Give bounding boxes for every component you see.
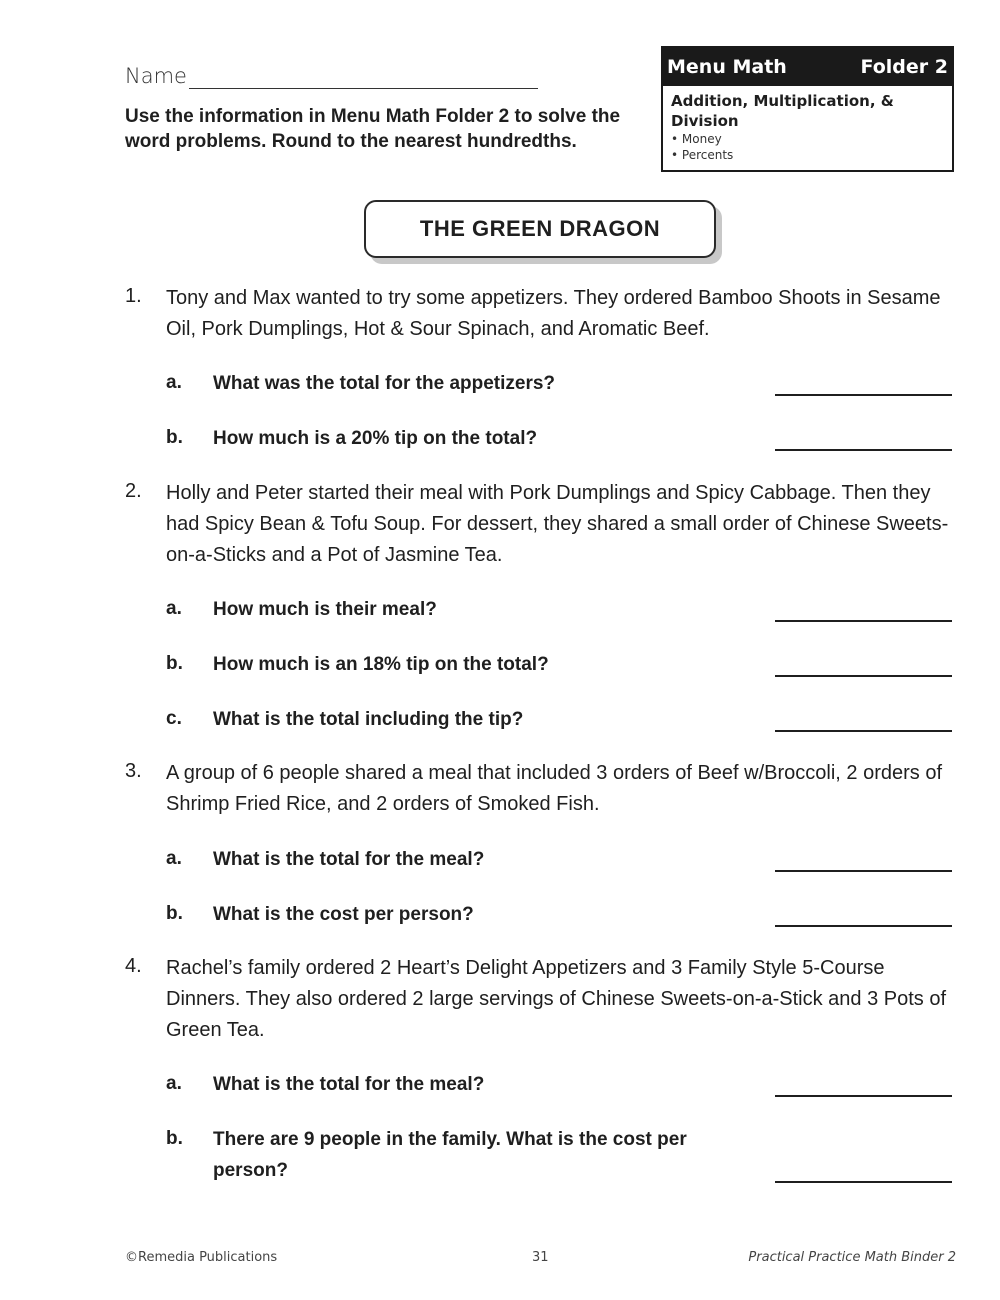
name-label-row [125,64,187,89]
answer-field[interactable] [775,1095,952,1097]
problem-number: 1. [125,285,142,307]
problem-text: Tony and Max wanted to try some appetizers. They ordered Bamboo Shoots in Sesame Oil, Pork Dumplings, Hot & Sour Spinach, and Aromatic Beef. [166,287,941,340]
footer-publisher: ©Remedia Publications [125,1250,278,1265]
answer-field[interactable] [775,394,952,396]
part-text: How much is a 20% tip on the total? [213,428,538,449]
folder-bullet: • Percents [671,147,944,163]
part-letter: b. [166,903,183,924]
part-letter: a. [166,848,182,869]
part-text: What is the total for the meal? [213,849,485,870]
problem-text: Holly and Peter started their meal with Pork Dumplings and Spicy Cabbage. Then they had Spicy Bean & Tofu Soup. For dessert, they shared a small order of Chinese Sweets-on-a-Sticks and a Pot of Jasmine Tea. [166,482,949,566]
part-text: What was the total for the appetizers? [213,373,556,394]
problem-number: 4. [125,955,142,977]
part-text: What is the cost per person? [213,904,474,925]
part-text: There are 9 people in the family. What is the cost per person? [213,1129,687,1181]
problem-number: 2. [125,480,142,502]
folder-header [663,48,952,86]
problem-text: Rachel’s family ordered 2 Heart’s Delight Appetizers and 3 Family Style 5-Course Dinners. They also ordered 2 large servings of Chinese Sweets-on-a-Stick and 3 Pots of Green Tea. [166,957,947,1041]
answer-field[interactable] [775,449,952,451]
folder-number: Folder 2 [860,56,948,78]
part-text: What is the total for the meal? [213,1074,485,1095]
part-letter: a. [166,372,182,393]
part-text: What is the total including the tip? [213,709,524,730]
problem-number: 3. [125,760,142,782]
answer-field[interactable] [775,620,952,622]
part-letter: a. [166,598,182,619]
footer-page-number: 31 [532,1250,549,1265]
folder-title: Menu Math [667,56,787,78]
part-letter: b. [166,427,183,448]
part-letter: b. [166,1128,183,1149]
instructions: Use the information in Menu Math Folder 2 to solve the word problems. Round to the nearest hundredths. [125,106,621,152]
folder-bullet: • Money [671,131,944,147]
answer-field[interactable] [775,1181,952,1183]
folder-body [663,86,952,168]
section-title: THE GREEN DRAGON [364,200,716,258]
answer-field[interactable] [775,925,952,927]
folder-skills: Addition, Multiplication, & Division [671,92,894,130]
answer-field[interactable] [775,675,952,677]
folder-info-box [661,46,954,172]
part-letter: c. [166,708,182,729]
section-title-banner [364,200,716,258]
part-text: How much is an 18% tip on the total? [213,654,549,675]
part-letter: b. [166,653,183,674]
name-field[interactable] [189,88,538,89]
folder-bullet-list [671,131,944,163]
footer-book-title: Practical Practice Math Binder 2 [748,1250,956,1265]
part-letter: a. [166,1073,182,1094]
part-text: How much is their meal? [213,599,437,620]
answer-field[interactable] [775,870,952,872]
answer-field[interactable] [775,730,952,732]
name-label: Name [125,64,187,88]
problem-text: A group of 6 people shared a meal that included 3 orders of Beef w/Broccoli, 2 orders of Shrimp Fried Rice, and 2 orders of Smoked Fish. [166,762,943,815]
